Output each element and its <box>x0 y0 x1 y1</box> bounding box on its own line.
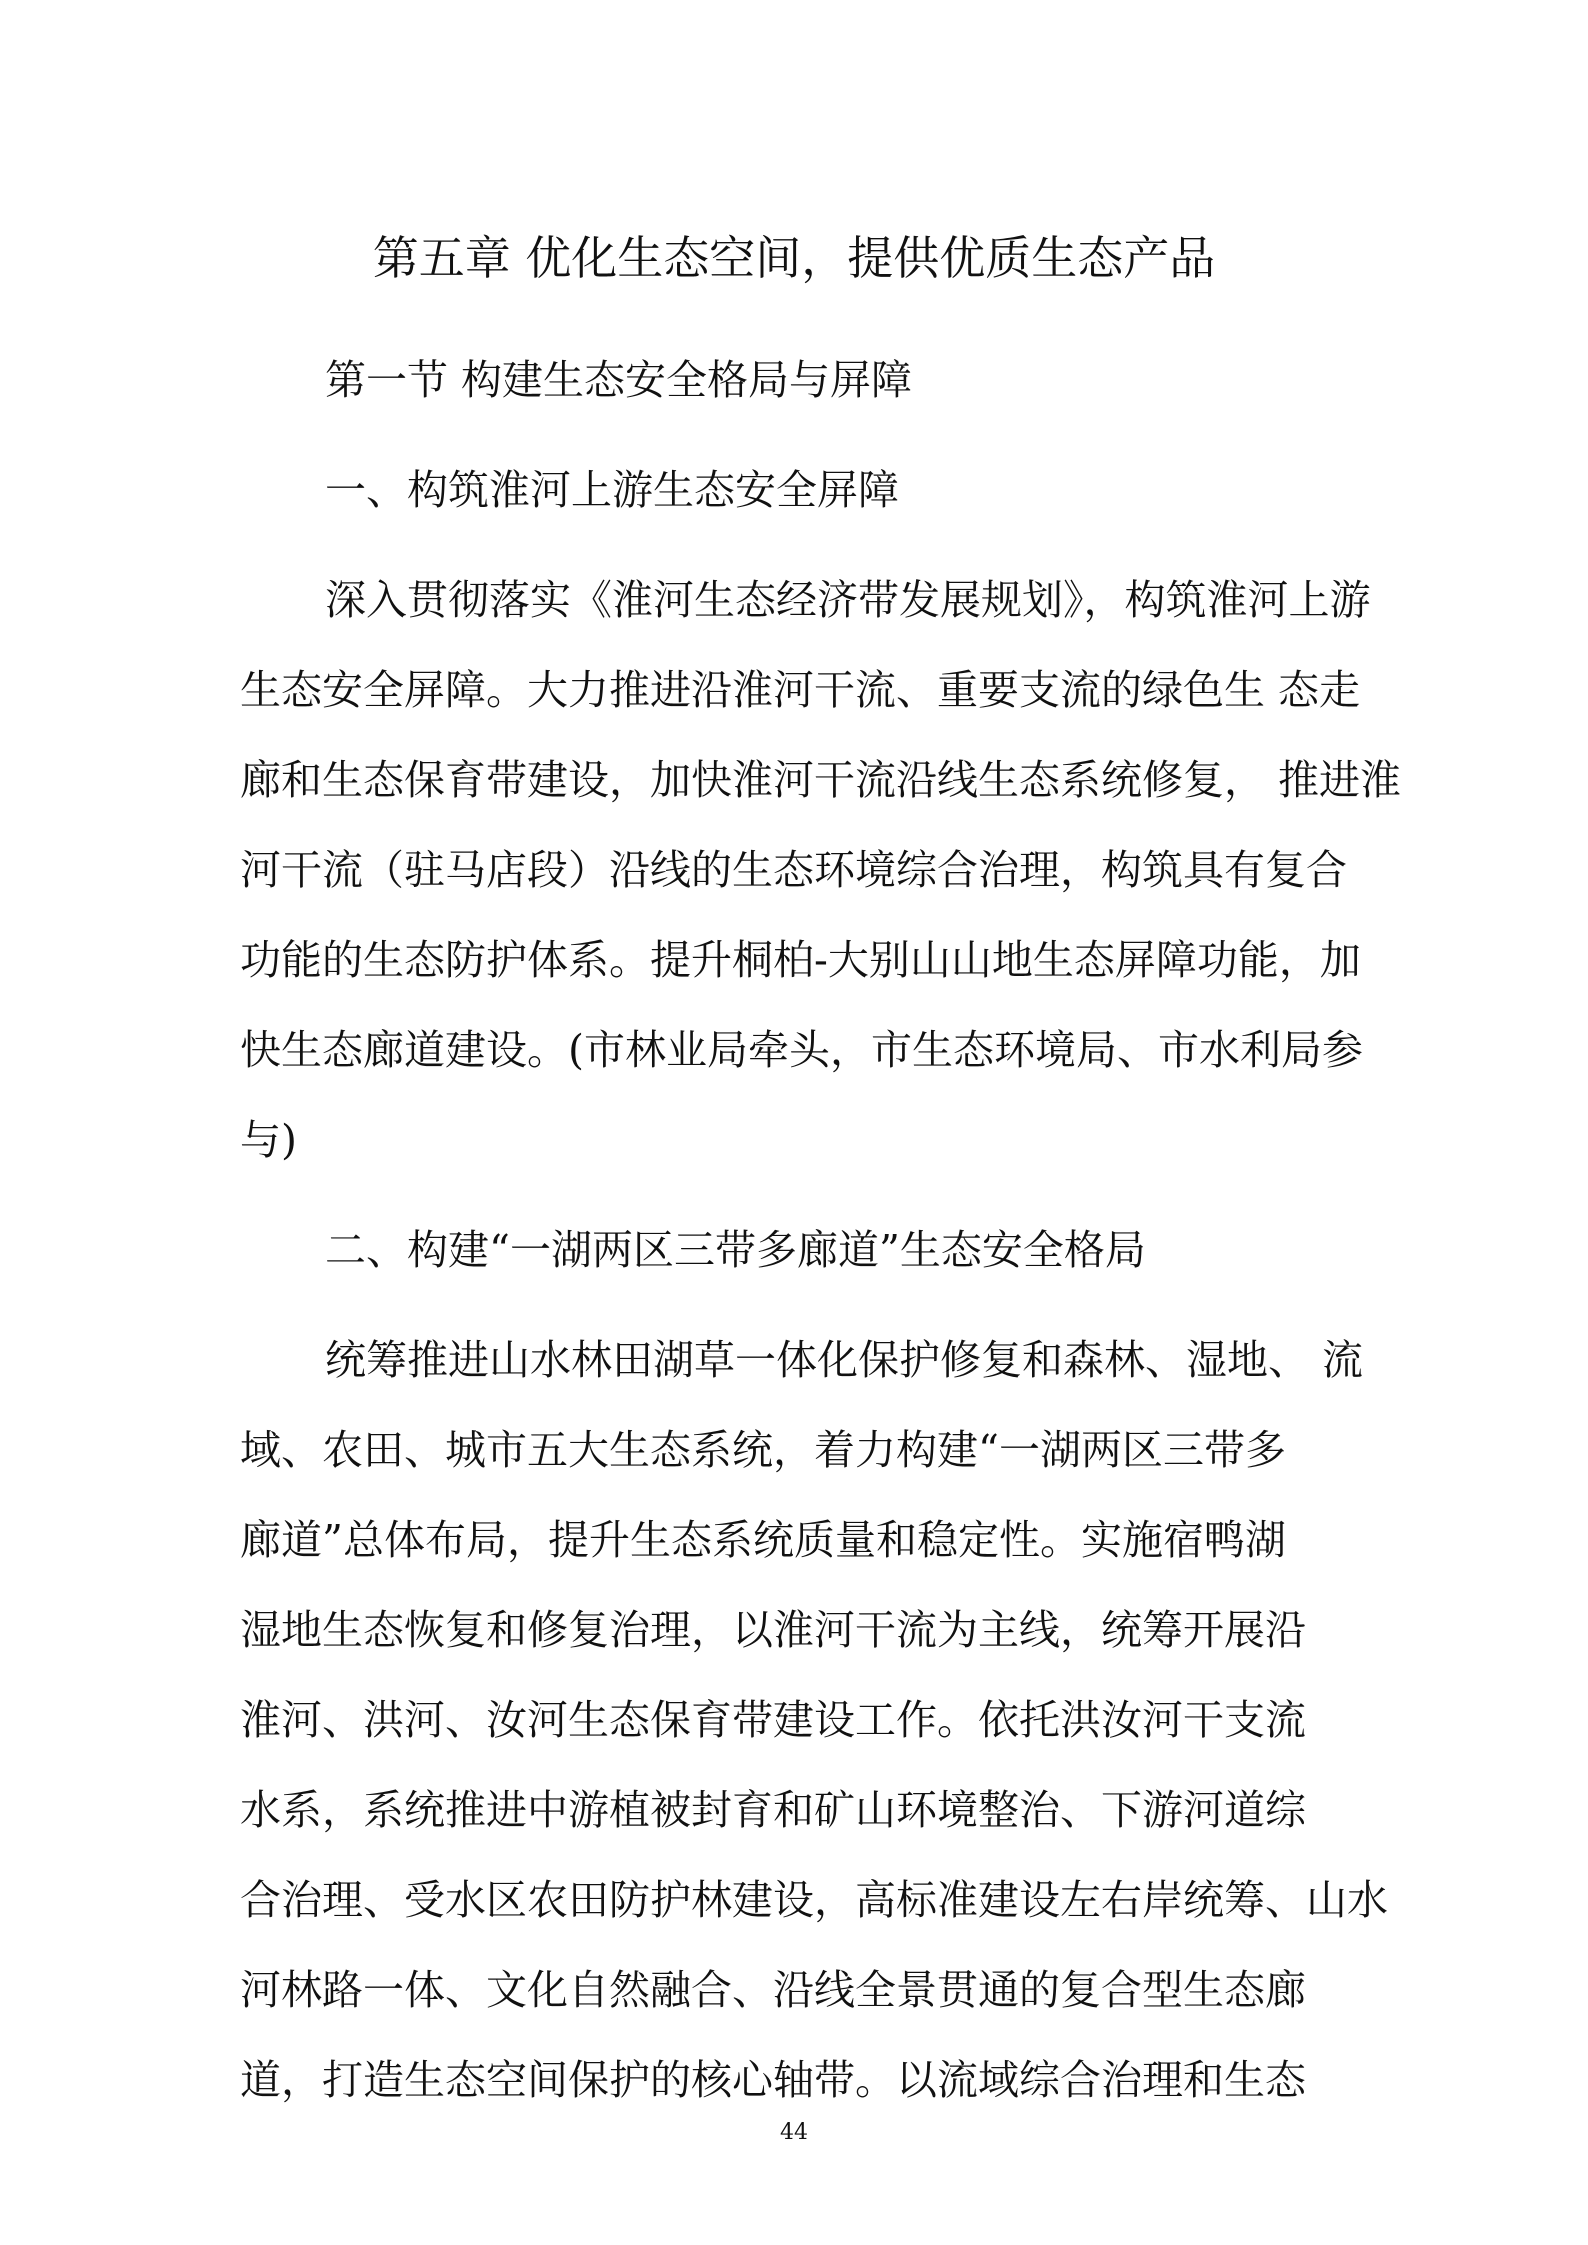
paragraph-line: 廊道”总体布局，提升生态系统质量和稳定性。实施宿鸭湖 <box>240 1516 1286 1564</box>
paragraph-line: 河林路一体、文化自然融合、沿线全景贯通的复合型生态廊 <box>240 1966 1306 2014</box>
section-title: 第一节 构建生态安全格局与屏障 <box>325 356 913 404</box>
subsection-heading-2: 二、构建“一湖两区三带多廊道”生态安全格局 <box>325 1226 1146 1274</box>
page-number: 44 <box>780 2120 808 2145</box>
subsection-heading-1: 一、构筑淮河上游生态安全屏障 <box>325 466 899 514</box>
paragraph-line: 河干流（驻马店段）沿线的生态环境综合治理，构筑具有复合 <box>240 846 1347 894</box>
paragraph-line: 廊和生态保育带建设，加快淮河干流沿线生态系统修复， 推进淮 <box>240 756 1402 804</box>
paragraph-line: 深入贯彻落实《淮河生态经济带发展规划》，构筑淮河上游 <box>325 576 1371 624</box>
paragraph-line: 域、农田、城市五大生态系统，着力构建“一湖两区三带多 <box>240 1426 1286 1474</box>
paragraph-line: 生态安全屏障。大力推进沿淮河干流、重要支流的绿色生 态走 <box>240 666 1361 714</box>
chapter-title: 第五章 优化生态空间，提供优质生态产品 <box>372 231 1216 285</box>
paragraph-line: 与) <box>240 1116 297 1164</box>
paragraph-line: 水系，系统推进中游植被封育和矿山环境整治、下游河道综 <box>240 1786 1306 1834</box>
paragraph-line: 统筹推进山水林田湖草一体化保护修复和森林、湿地、 流 <box>325 1336 1364 1384</box>
paragraph-line: 淮河、洪河、汝河生态保育带建设工作。依托洪汝河干支流 <box>240 1696 1306 1744</box>
paragraph-line: 功能的生态防护体系。提升桐柏-大别山山地生态屏障功能，加 <box>240 936 1361 984</box>
paragraph-line: 道，打造生态空间保护的核心轴带。以流域综合治理和生态 <box>240 2056 1306 2104</box>
paragraph-line: 合治理、受水区农田防护林建设，高标准建设左右岸统筹、山水 <box>240 1876 1388 1924</box>
paragraph-line: 快生态廊道建设。(市林业局牵头，市生态环境局、市水利局参 <box>240 1026 1363 1074</box>
paragraph-line: 湿地生态恢复和修复治理，以淮河干流为主线，统筹开展沿 <box>240 1606 1306 1654</box>
